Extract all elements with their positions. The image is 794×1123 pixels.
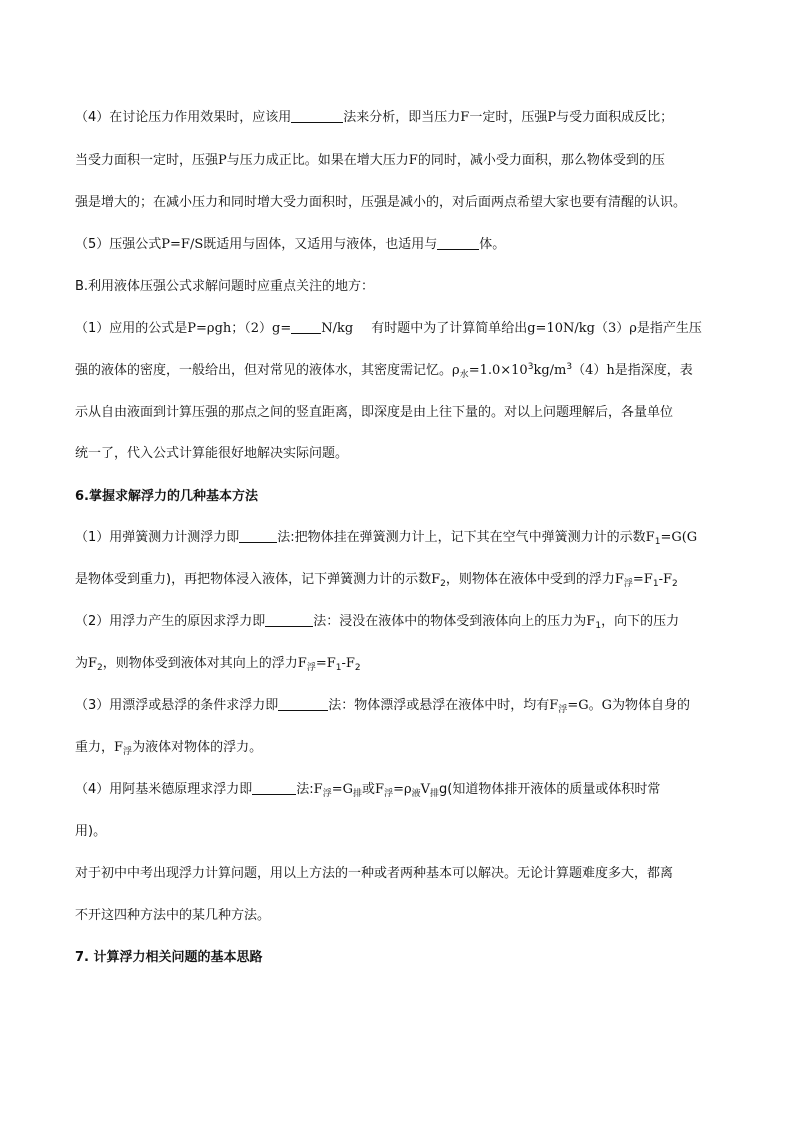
subscript: 浮	[384, 789, 394, 799]
text: 体。	[479, 237, 506, 252]
text: g=10N/kg（3）ρ	[527, 321, 637, 336]
subscript: 水	[459, 370, 469, 380]
text: 与压力成正比。如果在增大压力	[226, 153, 409, 168]
text: V	[420, 782, 431, 797]
text: 法:	[296, 782, 314, 797]
b1-line-4: 统一了，代入公式计算能很好地解决实际问题。	[75, 446, 349, 461]
subscript: 2	[354, 663, 361, 673]
s4-line-2	[75, 151, 725, 171]
fill-blank	[252, 780, 296, 795]
section-7-heading: 7. 计算浮力相关问题的基本思路	[75, 950, 263, 965]
text: =F	[315, 656, 336, 671]
subscript: 浮	[306, 663, 316, 673]
text: （3）用漂浮或悬浮的条件求浮力即	[75, 698, 279, 713]
subscript: 2	[671, 579, 678, 589]
text: P=F/S	[161, 237, 204, 252]
text: 或	[362, 782, 376, 797]
text: =ρ	[393, 782, 412, 797]
fill-blank	[291, 319, 321, 334]
text: =G	[331, 782, 353, 797]
s5-line	[75, 235, 725, 255]
text: P=ρgh；（2）g=	[187, 321, 292, 336]
text: F	[549, 698, 559, 713]
text: ρ	[452, 363, 460, 378]
subscript: 2	[97, 663, 103, 673]
text: -F	[341, 656, 355, 671]
text: 为物体自身的	[612, 698, 691, 713]
text: 为液体对物体的浮力。	[132, 740, 263, 755]
text: F	[431, 572, 441, 587]
text: 是指深度，表	[614, 363, 693, 378]
text: F	[114, 740, 124, 755]
text: 强的液体的密度，一般给出，但对常见的液体水，其密度需记忆。	[75, 363, 453, 378]
fill-blank	[265, 612, 313, 627]
b1-line-1	[75, 319, 725, 339]
subscript: 1	[595, 621, 602, 631]
fill-blank	[278, 696, 328, 711]
subscript: 1	[654, 537, 661, 547]
text: 法:把物体挂在弹簧测力计上，记下其在空气中弹簧测力计的示数	[277, 530, 646, 545]
text: （5）压强公式	[75, 237, 162, 252]
subscript: 1	[652, 579, 659, 589]
text: （1）用弹簧测力计测浮力即	[75, 530, 240, 545]
text: （1）应用的公式是	[75, 321, 188, 336]
text: F	[297, 656, 307, 671]
text: P	[218, 153, 227, 168]
subscript: 2	[440, 579, 446, 589]
text: g(知道物体排开液体的质量或体积时常	[439, 782, 661, 797]
closing-line-1: 对于初中中考出现浮力计算问题，用以上方法的一种或者两种基本可以解决。无论计算题难度多大，都离	[75, 866, 674, 881]
text: ，向下的压力	[601, 614, 680, 629]
s4-line-3	[75, 193, 725, 213]
closing-line-2: 不开这四种方法中的某几种方法。	[75, 908, 271, 923]
method-3-line-2	[75, 738, 725, 758]
text: F	[614, 572, 624, 587]
subscript: 1	[335, 663, 342, 673]
text: F	[645, 530, 655, 545]
text: F	[313, 782, 323, 797]
text: =G(G	[660, 530, 698, 545]
text: P	[547, 110, 557, 125]
b1-line-2	[75, 361, 725, 381]
s4-line-1	[75, 108, 725, 128]
text: （4）用阿基米德原理求浮力即	[75, 782, 253, 797]
text: kg/m	[533, 363, 567, 378]
text: N/kg	[321, 321, 354, 336]
method-4-line-2: 用)。	[75, 824, 107, 839]
subscript: 浮	[558, 705, 568, 715]
b1-line-3: 示从自由液面到计算压强的那点之间的竖直距离，即深度是由上往下量的。对以上问题理解后，各量单位	[75, 405, 674, 420]
section-6-heading: 6.掌握求解浮力的几种基本方法	[75, 489, 258, 504]
text: 是物体受到重力)，再把物体浸入液体，记下弹簧测力计的示数	[75, 572, 432, 587]
text: ，则物体在液体中受到的浮力	[445, 572, 615, 587]
text: =F	[632, 572, 653, 587]
text: （4）在讨论压力作用效果时，应该用	[75, 110, 292, 125]
method-2-line-2	[75, 654, 725, 674]
text: =G。G	[567, 698, 613, 713]
subscript: 浮	[322, 789, 332, 799]
text: 当受力面积一定时，压强	[75, 153, 219, 168]
text: 既适用与固体，又适用与液体，也适用与	[203, 237, 438, 252]
text: 法：物体漂浮或悬浮在液体中时，均有	[328, 698, 550, 713]
method-1-line-1	[75, 528, 725, 548]
fill-blank	[291, 108, 343, 123]
text: 为	[75, 656, 89, 671]
subscript: 液	[411, 789, 421, 799]
superscript: 3	[566, 362, 573, 372]
fill-blank	[437, 235, 479, 250]
text: 的同时，减小受力面积，那么物体受到的压	[417, 153, 665, 168]
text: 与受力面积成反比；	[556, 110, 674, 125]
text: F	[460, 110, 470, 125]
text: F	[88, 656, 98, 671]
text: 强是增大的；在减小压力和同时增大受力面积时，压强是减小的，对后面两点希望大家也要有清醒的认识。	[75, 195, 687, 210]
method-2-line-1	[75, 612, 725, 632]
subscript: 浮	[623, 579, 633, 589]
text: （4）h	[572, 363, 615, 378]
text: F	[586, 614, 596, 629]
text: 法来分析，即当压力	[343, 110, 461, 125]
text: 重力，	[75, 740, 115, 755]
method-4-line-1	[75, 780, 725, 800]
text: =1.0×10	[468, 363, 528, 378]
text: 有时题中为了计算简单给出	[371, 321, 528, 336]
text: 是指产生压	[636, 321, 702, 336]
superscript: 3	[527, 362, 534, 372]
text: ，则物体受到液体对其向上的浮力	[102, 656, 298, 671]
method-3-line-1	[75, 696, 725, 716]
fill-blank	[239, 528, 277, 543]
text: F	[408, 153, 418, 168]
text: 法：浸没在液体中的物体受到液体向上的压力为	[313, 614, 587, 629]
subscript: 浮	[123, 747, 133, 757]
subscript: 排	[430, 789, 440, 799]
subscript: 排	[353, 789, 363, 799]
text: -F	[658, 572, 672, 587]
method-1-line-2	[75, 570, 725, 590]
text: 一定时，压强	[469, 110, 548, 125]
text: F	[375, 782, 385, 797]
text: （2）用浮力产生的原因求浮力即	[75, 614, 266, 629]
section-b-heading: B.利用液体压强公式求解问题时应重点关注的地方：	[75, 279, 375, 294]
